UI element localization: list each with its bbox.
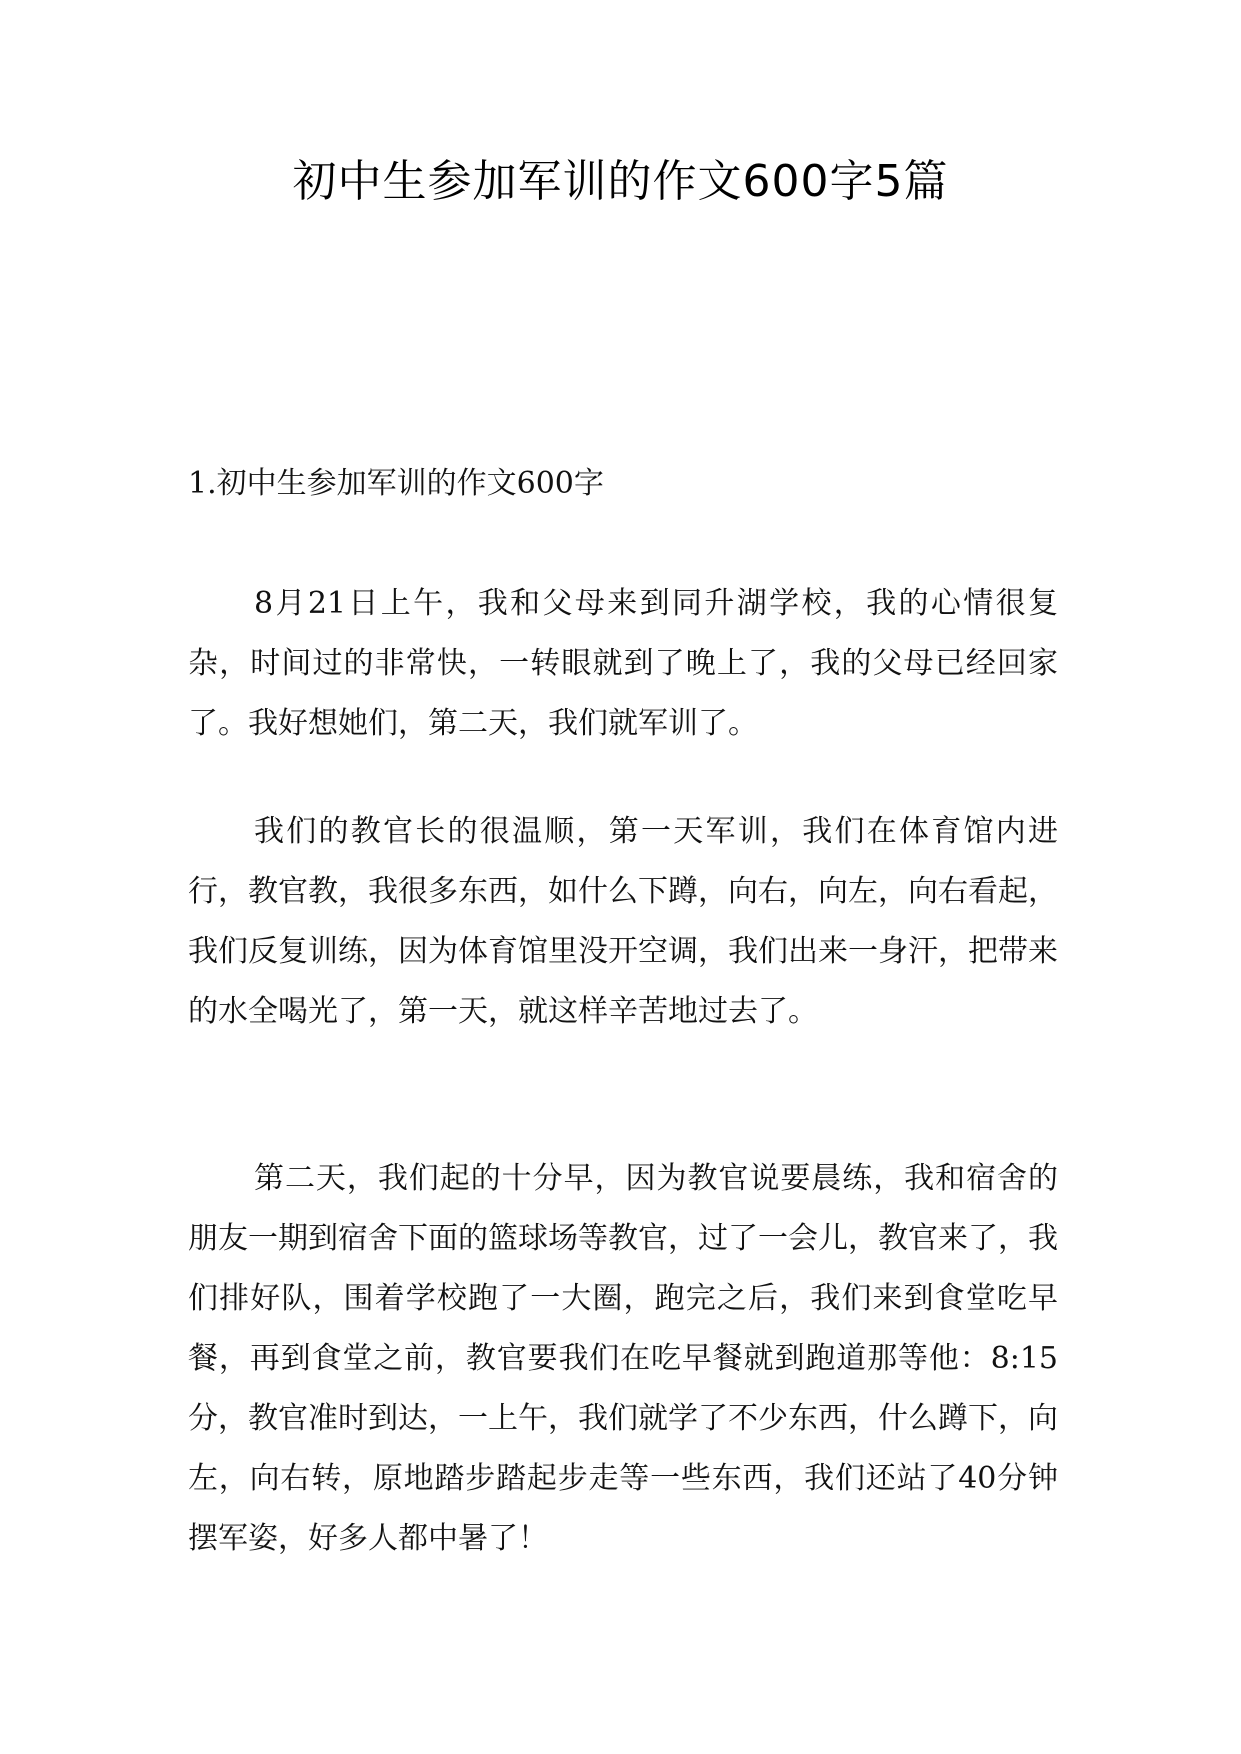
paragraph-1: 8月21日上午，我和父母来到同升湖学校，我的心情很复杂，时间过的非常快，一转眼就到了晚上了，我的父母已经回家了。我好想她们，第二天，我们就军训了。 — [188, 586, 1058, 741]
paragraph-2: 我们的教官长的很温顺，第一天军训，我们在体育馆内进行，教官教，我很多东西，如什么下蹲，向右，向左，向右看起，我们反复训练，因为体育馆里没开空调，我们出来一身汗，把带来的水全喝光了，第一天，就这样辛苦地过去了。 — [188, 814, 1058, 1029]
paragraph-3: 第二天，我们起的十分早，因为教官说要晨练，我和宿舍的朋友一期到宿舍下面的篮球场等教官，过了一会儿，教官来了，我们排好队，围着学校跑了一大圈，跑完之后，我们来到食堂吃早餐，再到食堂之前，教官要我们在吃早餐就到跑道那等他：8:15分，教官准时到达，一上午，我们就学了不少东西，什么蹲下，向左，向右转，原地踏步踏起步走等一些东西，我们还站了40分钟摆军姿，好多人都中暑了！ — [188, 1161, 1058, 1556]
section-heading: 1.初中生参加军训的作文600字 — [188, 466, 604, 501]
document-title: 初中生参加军训的作文600字5篇 — [292, 156, 949, 207]
